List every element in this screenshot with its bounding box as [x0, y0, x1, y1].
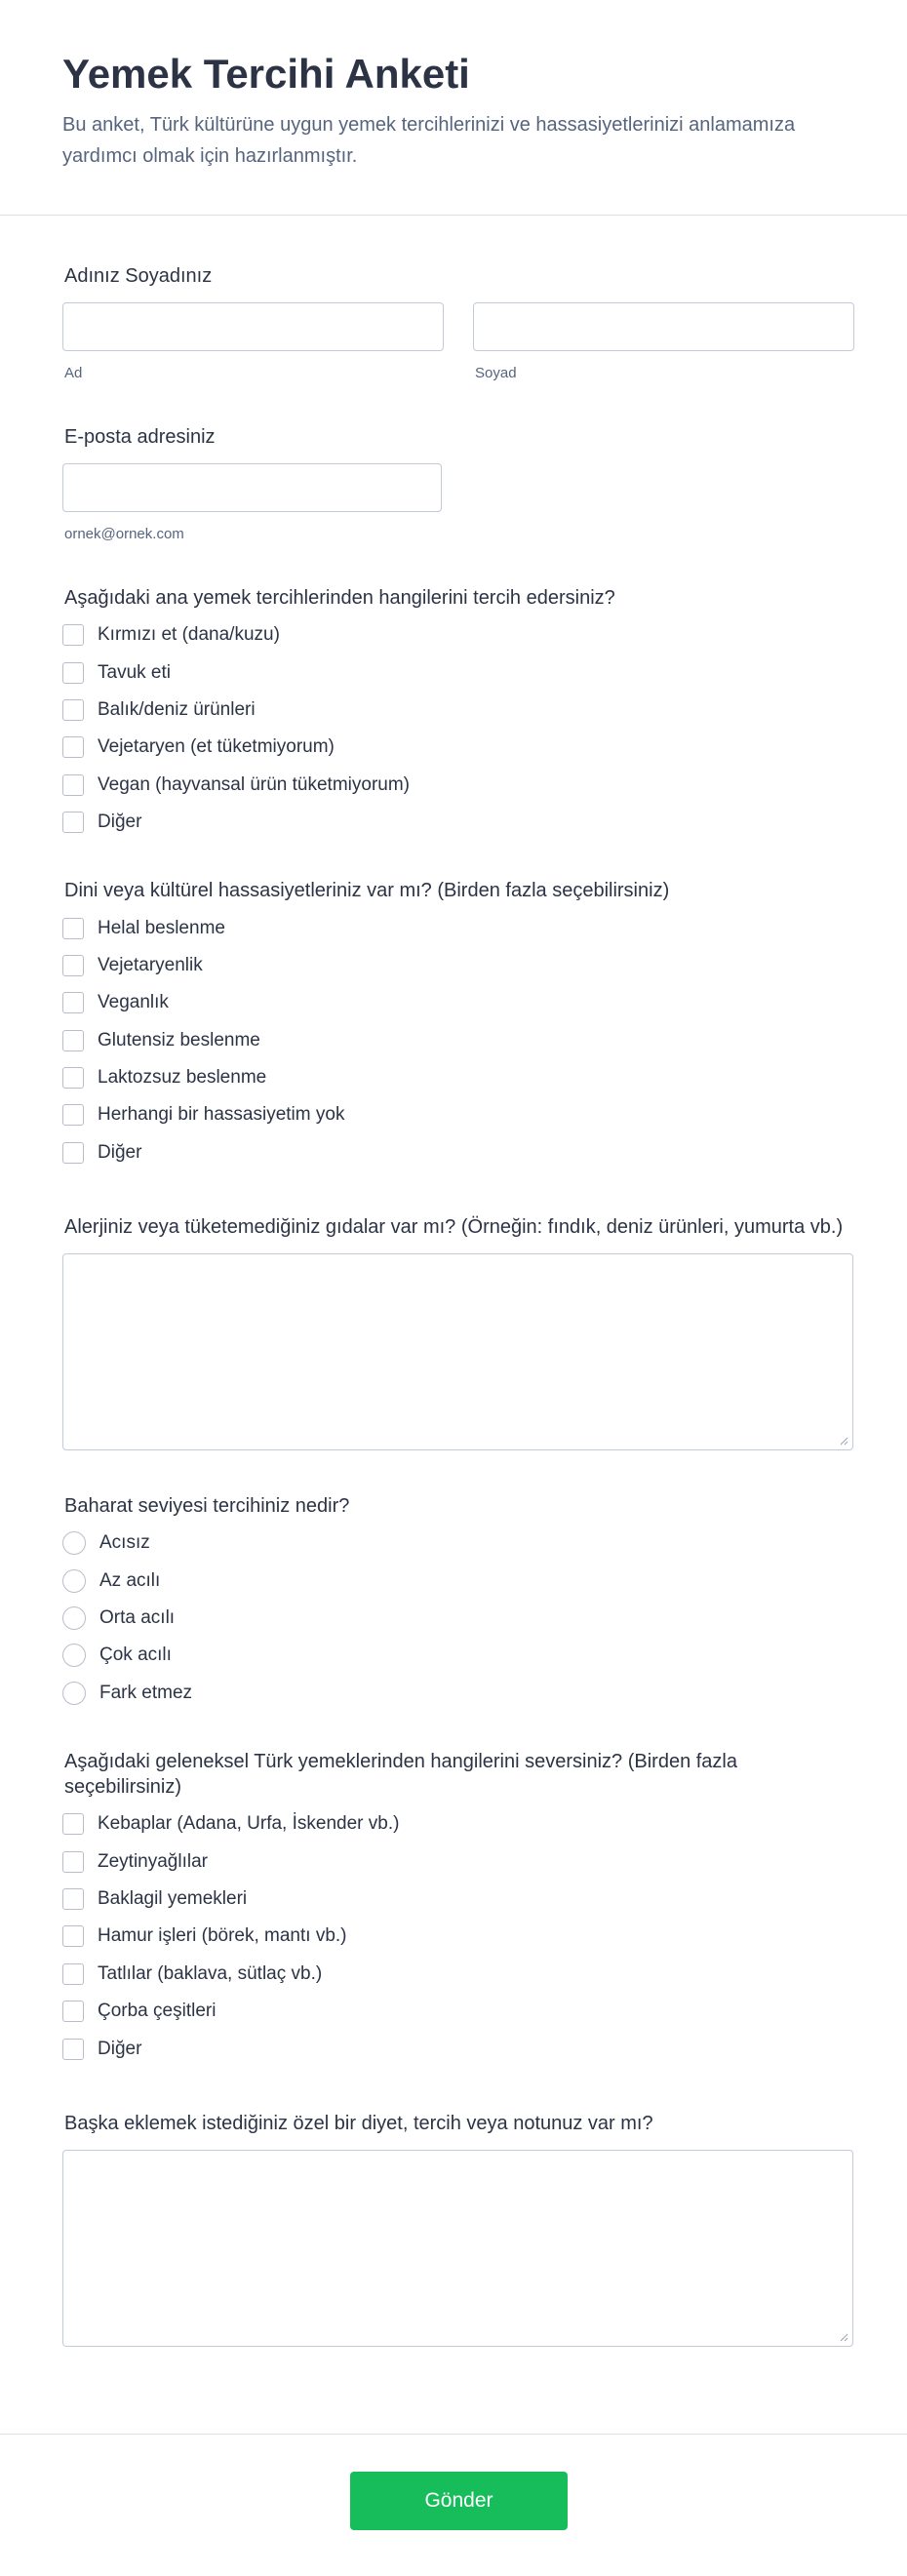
- checkbox[interactable]: [62, 736, 84, 758]
- email-label: E-posta adresiniz: [64, 426, 216, 448]
- sensitivity-option[interactable]: Diğer: [62, 1134, 845, 1171]
- email-section: [62, 424, 845, 542]
- sensitivities-section: [62, 878, 845, 1171]
- checkbox[interactable]: [62, 2039, 84, 2060]
- checkbox[interactable]: [62, 662, 84, 684]
- first-name-input[interactable]: [62, 302, 444, 351]
- main-dish-option[interactable]: Diğer: [62, 804, 845, 841]
- checkbox[interactable]: [62, 624, 84, 646]
- main-dish-option[interactable]: Kırmızı et (dana/kuzu): [62, 616, 845, 654]
- sensitivity-option[interactable]: Helal beslenme: [62, 909, 845, 946]
- last-name-sublabel: Soyad: [475, 365, 517, 381]
- last-name-col: [473, 302, 854, 381]
- radio-button[interactable]: [62, 1531, 86, 1555]
- traditional-section: [62, 1749, 845, 2068]
- spice-label: Baharat seviyesi tercihiniz nedir?: [64, 1495, 350, 1518]
- form-subtitle: Bu anket, Türk kültürüne uygun yemek tercihlerinizi ve hassasiyetlerinizi anlamamıza yardımcı olmak için hazırlanmıştır.: [62, 114, 796, 167]
- sensitivity-option[interactable]: Vejetaryenlik: [62, 947, 845, 984]
- main-dish-option[interactable]: Vejetaryen (et tüketmiyorum): [62, 729, 845, 766]
- traditional-option[interactable]: Tatlılar (baklava, sütlaç vb.): [62, 1956, 845, 1993]
- form-body: [0, 263, 907, 2347]
- email-sublabel: ornek@ornek.com: [64, 526, 184, 542]
- traditional-option[interactable]: Diğer: [62, 2030, 845, 2067]
- resize-grip-icon[interactable]: [839, 1436, 848, 1446]
- spice-option[interactable]: Acısız: [62, 1525, 845, 1562]
- sensitivity-option[interactable]: Veganlık: [62, 984, 845, 1021]
- form-footer: [0, 2434, 907, 2576]
- checkbox[interactable]: [62, 1963, 84, 1985]
- form-header: [0, 0, 907, 216]
- spice-option[interactable]: Fark etmez: [62, 1675, 845, 1712]
- last-name-input[interactable]: [473, 302, 854, 351]
- checkbox[interactable]: [62, 1142, 84, 1164]
- email-input[interactable]: [62, 463, 442, 512]
- radio-button[interactable]: [62, 1606, 86, 1630]
- spice-option[interactable]: Çok acılı: [62, 1637, 845, 1674]
- name-section: [62, 263, 845, 381]
- checkbox[interactable]: [62, 1030, 84, 1051]
- sensitivity-option[interactable]: Herhangi bir hassasiyetim yok: [62, 1096, 845, 1133]
- name-label: Adınız Soyadınız: [64, 265, 213, 287]
- sensitivity-option[interactable]: Laktozsuz beslenme: [62, 1059, 845, 1096]
- traditional-option[interactable]: Hamur işleri (börek, mantı vb.): [62, 1918, 845, 1955]
- checkbox[interactable]: [62, 812, 84, 833]
- radio-button[interactable]: [62, 1682, 86, 1705]
- spice-option[interactable]: Az acılı: [62, 1562, 845, 1599]
- checkbox[interactable]: [62, 1851, 84, 1873]
- allergies-section: [62, 1214, 845, 1450]
- traditional-option[interactable]: Çorba çeşitleri: [62, 1993, 845, 2030]
- notes-textarea[interactable]: [62, 2150, 853, 2347]
- spice-option[interactable]: Orta acılı: [62, 1600, 845, 1637]
- notes-label: Başka eklemek istediğiniz özel bir diyet, tercih veya notunuz var mı?: [64, 2112, 653, 2134]
- resize-grip-icon[interactable]: [839, 2332, 848, 2342]
- checkbox[interactable]: [62, 1067, 84, 1089]
- sensitivity-option[interactable]: Glutensiz beslenme: [62, 1022, 845, 1059]
- checkbox[interactable]: [62, 2001, 84, 2022]
- checkbox[interactable]: [62, 955, 84, 976]
- sensitivities-label: Dini veya kültürel hassasiyetleriniz var mı? (Birden fazla seçebilirsiniz): [64, 880, 670, 902]
- checkbox[interactable]: [62, 918, 84, 939]
- radio-button[interactable]: [62, 1569, 86, 1593]
- main-dish-option[interactable]: Balık/deniz ürünleri: [62, 692, 845, 729]
- traditional-option[interactable]: Kebaplar (Adana, Urfa, İskender vb.): [62, 1805, 845, 1843]
- traditional-option[interactable]: Baklagil yemekleri: [62, 1881, 845, 1918]
- first-name-col: [62, 302, 444, 381]
- checkbox[interactable]: [62, 1888, 84, 1910]
- first-name-sublabel: Ad: [64, 365, 83, 381]
- checkbox[interactable]: [62, 1813, 84, 1835]
- submit-button[interactable]: Gönder: [350, 2472, 568, 2530]
- spice-section: [62, 1493, 845, 1712]
- main-dish-option[interactable]: Tavuk eti: [62, 654, 845, 691]
- main-dish-option[interactable]: Vegan (hayvansal ürün tüketmiyorum): [62, 767, 845, 804]
- allergies-label: Alerjiniz veya tüketemediğiniz gıdalar var mı? (Örneğin: fındık, deniz ürünleri, yumurta vb.): [64, 1216, 844, 1239]
- checkbox[interactable]: [62, 1925, 84, 1947]
- radio-button[interactable]: [62, 1644, 86, 1667]
- traditional-label: Aşağıdaki geleneksel Türk yemeklerinden hangilerini seversiniz? (Birden fazla seçebilirsiniz): [64, 1751, 737, 1799]
- main-dish-label: Aşağıdaki ana yemek tercihlerinden hangilerini tercih edersiniz?: [64, 587, 615, 609]
- checkbox[interactable]: [62, 699, 84, 721]
- checkbox[interactable]: [62, 774, 84, 796]
- form-title: Yemek Tercihi Anketi: [62, 51, 470, 97]
- main-dish-section: [62, 585, 845, 841]
- allergies-textarea[interactable]: [62, 1253, 853, 1450]
- checkbox[interactable]: [62, 1104, 84, 1126]
- notes-section: [62, 2111, 845, 2347]
- checkbox[interactable]: [62, 992, 84, 1013]
- traditional-option[interactable]: Zeytinyağlılar: [62, 1843, 845, 1880]
